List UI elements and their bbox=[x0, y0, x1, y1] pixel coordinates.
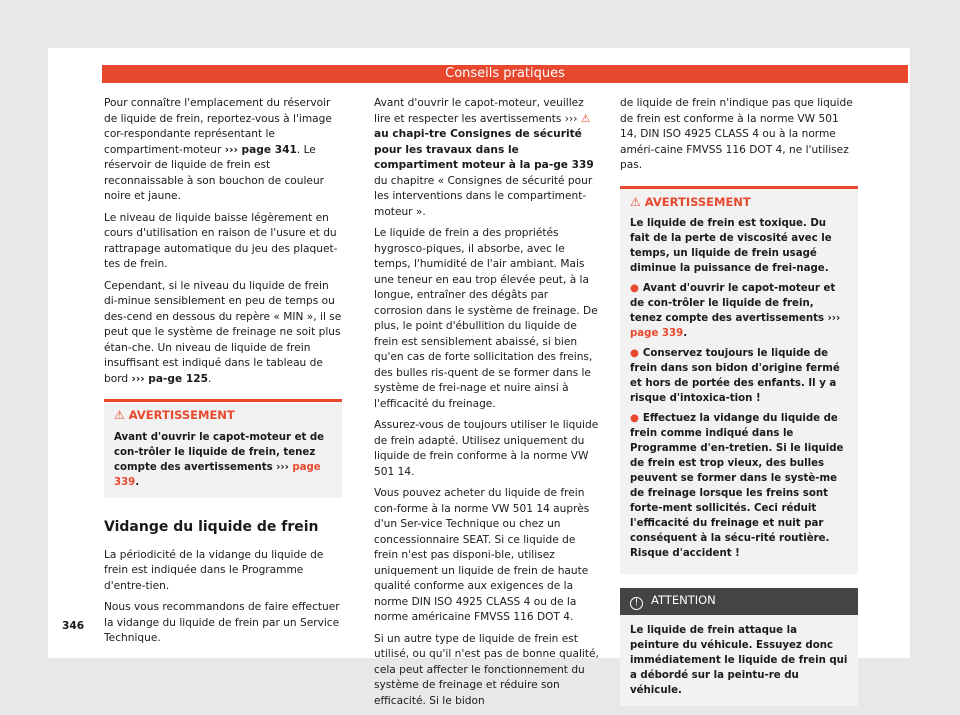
page-link[interactable]: page 339 bbox=[630, 328, 684, 339]
warning-triangle-icon: ⚠ bbox=[630, 194, 641, 209]
paragraph: Le liquide de frein a des propriétés hygrosco-piques, il absorbe, avec le temps, l'humidité de l'air ambiant. Mais une teneur en eau trop élevée peut, à la longue, entraîner des dégâts par corrosion dans le système de freinage. De plus, le point d'ébullition du liquide de frein est sensiblement abaissé, si bien qu'en cas de forte sollicitation des freins, des bulles ris-quent de se former dans le système de frei-nage et nuire ainsi à l'efficacité du freinage. bbox=[374, 227, 598, 410]
paragraph: Avant d'ouvrir le capot-moteur, veuillez lire et respecter les avertissements ››› ⚠ au chapi-tre Consignes de sécurité pour les travaux dans le compartiment moteur à la pa-ge 339 du chapitre « Consignes de sécurité pour les interventions dans le compartiment-moteur ». bbox=[374, 97, 594, 218]
warning-box: ⚠ AVERTISSEMENT Avant d'ouvrir le capot-moteur et de con-trôler le liquide de frein, tenez compte des avertissements ››› page 339. bbox=[104, 399, 342, 498]
page-link[interactable]: ››› page 341 bbox=[224, 143, 297, 156]
bullet-icon: ● bbox=[630, 413, 639, 424]
page-link[interactable]: page 339 bbox=[114, 461, 321, 488]
bullet-icon: ● bbox=[630, 348, 639, 359]
section-header: Conseils pratiques bbox=[102, 65, 908, 83]
page-number: 346 bbox=[62, 620, 85, 632]
warning-intro: Le liquide de frein est toxique. Du fait de la perte de viscosité avec le temps, un liquide de frein usagé diminue la puissance de frei-nage. bbox=[630, 218, 832, 274]
warning-title: AVERTISSEMENT bbox=[128, 408, 235, 422]
manual-page bbox=[48, 48, 910, 707]
paragraph: Nous vous recommandons de faire effectuer la vidange du liquide de frein par un Service Technique. bbox=[104, 601, 340, 644]
column-1 bbox=[104, 96, 342, 653]
paragraph: Pour connaître l'emplacement du réservoir de liquide de frein, reportez-vous à l'image cor-respondante représentant le compartiment-moteur ››› page 341. Le réservoir de liquide de frein est reconnaissable à son bouchon de couleur noire et jaune. bbox=[104, 97, 332, 202]
chapter-link[interactable]: au chapi-tre Consignes de sécurité pour les travaux dans le compartiment moteur à la pa-ge 339 bbox=[374, 128, 594, 171]
paragraph: Assurez-vous de toujours utiliser le liquide de frein adapté. Utilisez uniquement du liquide de frein conforme à la norme VW 501 14. bbox=[374, 419, 599, 478]
paragraph: Le niveau de liquide baisse légèrement en cours d'utilisation en raison de l'usure et du rattrapage automatique du jeu des plaquet-tes de frein. bbox=[104, 211, 338, 270]
column-2 bbox=[374, 96, 600, 715]
attention-text: Le liquide de frein attaque la peinture du véhicule. Essuyez donc immédiatement le liquide de frein qui a débordé sur la peintu-re du véhicule. bbox=[630, 625, 848, 696]
paragraph: La périodicité de la vidange du liquide de frein est indiquée dans le Programme d'entre-tien. bbox=[104, 548, 324, 592]
bullet-icon: ● bbox=[630, 283, 639, 294]
warning-box bbox=[620, 186, 858, 575]
column-3 bbox=[620, 96, 858, 706]
warning-bullet: ● Effectuez la vidange du liquide de frein comme indiqué dans le Programme d'en-tretien. Si le liquide de frein est trop vieux, des bulles peuvent se former dans le systè-me de freinage lorsque les freins sont forte-ment sollicités. Ceci réduit l'efficacité du freinage et nuit par conséquent à la sécu-rité routière. Risque d'accident ! bbox=[630, 413, 844, 559]
warning-title: AVERTISSEMENT bbox=[644, 194, 751, 209]
warning-triangle-icon: ⚠ bbox=[114, 408, 125, 422]
paragraph: Si un autre type de liquide de frein est utilisé, ou qu'il n'est pas de bonne qualité, cela peut affecter le fonctionnement du système de freinage et réduire son efficacité. Si le bidon bbox=[374, 632, 599, 707]
warning-triangle-icon: ⚠ bbox=[580, 112, 591, 125]
warning-bullet: ● Conservez toujours le liquide de frein dans son bidon d'origine fermé et hors de portée des enfants. Il y a risque d'intoxica-tion ! bbox=[630, 348, 840, 404]
paragraph: Vous pouvez acheter du liquide de frein con-forme à la norme VW 501 14 auprès d'un Ser-vice Technique ou chez un concessionnaire SEAT. Si ce liquide de frein n'est pas disponi-ble, utilisez uniquement un liquide de frein de haute qualité conforme aux exigences de la norme DIN ISO 4925 CLASS 4 ou de la norme américaine FMVSS 116 DOT 4. bbox=[374, 487, 590, 623]
exclamation-circle-icon: ! bbox=[630, 597, 643, 610]
attention-box bbox=[620, 588, 858, 706]
warning-bullet: ● Avant d'ouvrir le capot-moteur et de con-trôler le liquide de frein, tenez compte des avertissements ››› page 339. bbox=[630, 283, 841, 339]
section-heading: Vidange du liquide de frein bbox=[104, 518, 319, 535]
attention-title: ATTENTION bbox=[651, 593, 716, 607]
paragraph: de liquide de frein n'indique pas que liquide de frein est conforme à la norme VW 501 14, DIN ISO 4925 CLASS 4 ou à la norme améri-caine FMVSS 116 DOT 4, ne l'utilisez pas. bbox=[620, 97, 853, 171]
paragraph: Cependant, si le niveau du liquide de frein di-minue sensiblement en peu de temps ou des-cend en dessous du repère « MIN », il se peut que le système de freinage ne soit plus étan-che. Un niveau de liquide de frein insuffisant est indiqué dans le tableau de bord ››› pa-ge 125. bbox=[104, 279, 342, 385]
page-link[interactable]: ››› pa-ge 125 bbox=[131, 372, 208, 385]
